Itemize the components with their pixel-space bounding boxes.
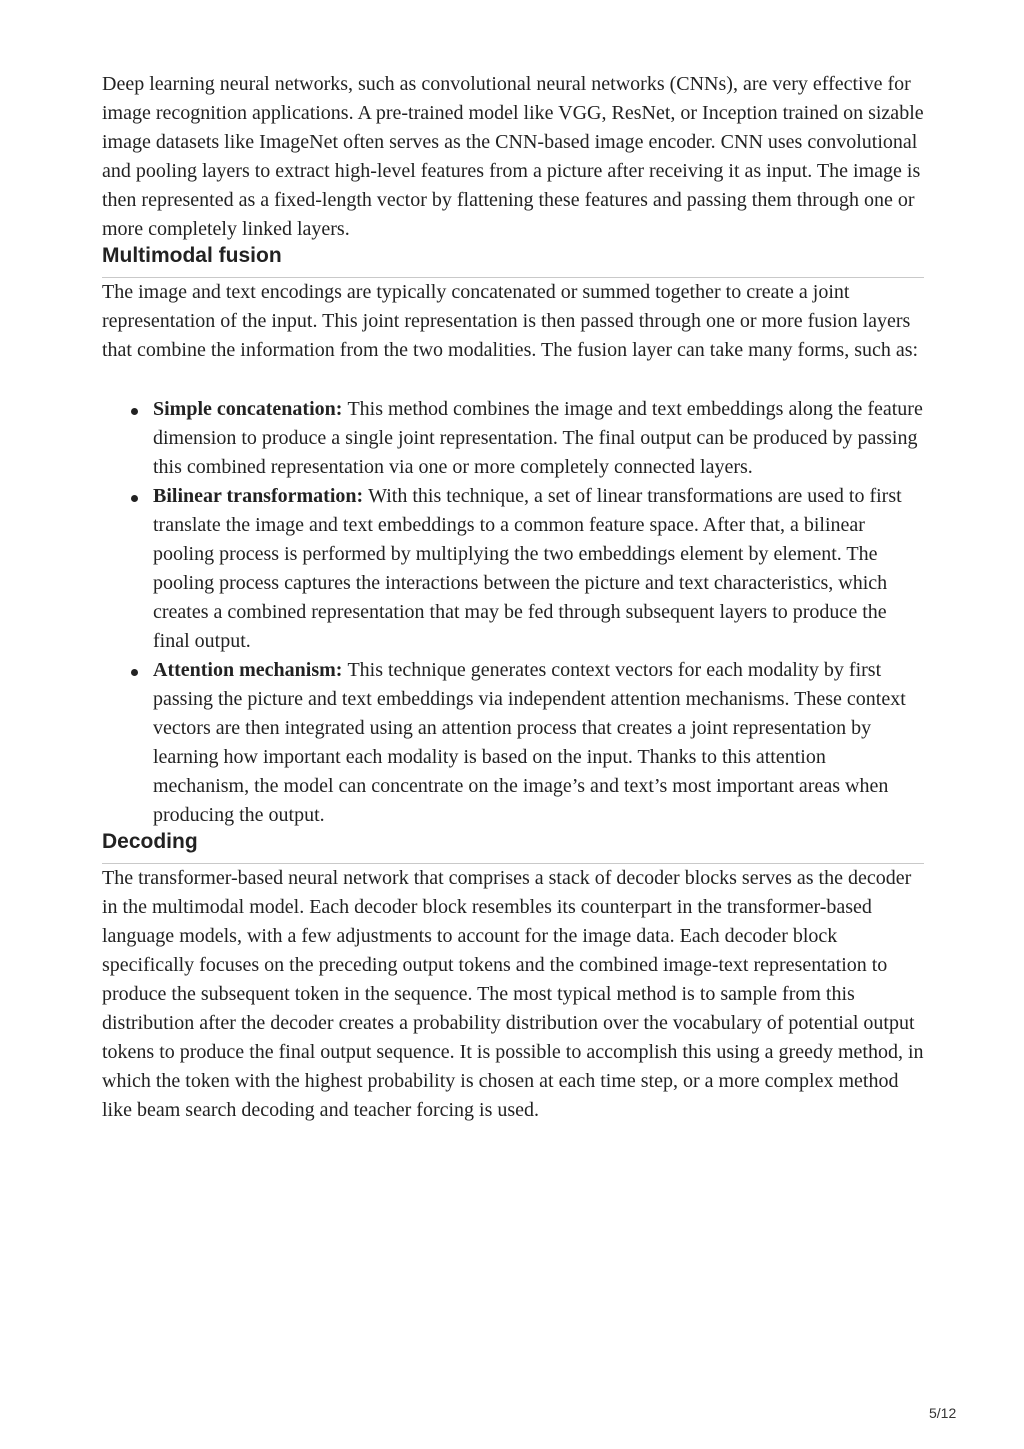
- list-item: [102, 395, 924, 482]
- list-item-term: Attention mechanism:: [153, 659, 348, 681]
- list-item-text: This technique generates context vectors for each modality by first passing the picture and text embeddings via independent attention mechanisms. These context vectors are then integrated using an attention process that creates a joint representation by learning how important each modality is based on the input. Thanks to this attention mechanism, the model can concentrate on the image’s and text’s most important areas when producing the output.: [153, 659, 906, 826]
- intro-paragraph: Deep learning neural networks, such as convolutional neural networks (CNNs), are very effective for image recognition applications. A pre-trained model like VGG, ResNet, or Inception trained on sizable image datasets like ImageNet often serves as the CNN-based image encoder. CNN uses convolutional and pooling layers to extract high-level features from a picture after receiving it as input. The image is then represented as a fixed-length vector by flattening these features and passing them through one or more completely linked layers.: [102, 73, 924, 240]
- list-item: [102, 482, 924, 656]
- bullet-icon: [131, 669, 138, 676]
- list-item-term: Bilinear transformation:: [153, 485, 369, 507]
- multimodal-fusion-paragraph: The image and text encodings are typically concatenated or summed together to create a joint representation of the input. This joint representation is then passed through one or more fusion layers that combine the information from the two modalities. The fusion layer can take many forms, such as:: [102, 281, 919, 361]
- list-item-text: With this technique, a set of linear transformations are used to first translate the image and text embeddings to a common feature space. After that, a bilinear pooling process is performed by multiplying the two embeddings element by element. The pooling process captures the interactions between the picture and text characteristics, which creates a combined representation that may be fed through subsequent layers to produce the final output.: [153, 485, 902, 652]
- bullet-icon: [131, 408, 138, 415]
- bullet-icon: [131, 495, 138, 502]
- document-page: [102, 70, 924, 1125]
- fusion-methods-list: [102, 395, 924, 830]
- list-item-term: Simple concatenation:: [153, 398, 348, 420]
- list-item-text: This method combines the image and text embeddings along the feature dimension to produce a single joint representation. The final output can be produced by passing this combined representation via one or more completely connected layers.: [153, 398, 923, 478]
- decoding-paragraph: The transformer-based neural network that comprises a stack of decoder blocks serves as the decoder in the multimodal model. Each decoder block resembles its counterpart in the transformer-based language models, with a few adjustments to account for the image data. Each decoder block specifically focuses on the preceding output tokens and the combined image-text representation to produce the subsequent token in the sequence. The most typical method is to sample from this distribution after the decoder creates a probability distribution over the vocabulary of potential output tokens to produce the final output sequence. It is possible to accomplish this using a greedy method, in which the token with the highest probability is chosen at each time step, or a more complex method like beam search decoding and teacher forcing is used.: [102, 867, 924, 1121]
- heading-multimodal-fusion: Multimodal fusion: [102, 244, 924, 278]
- page-number: 5/12: [929, 1405, 957, 1421]
- list-item: [102, 656, 924, 830]
- heading-decoding: Decoding: [102, 830, 924, 864]
